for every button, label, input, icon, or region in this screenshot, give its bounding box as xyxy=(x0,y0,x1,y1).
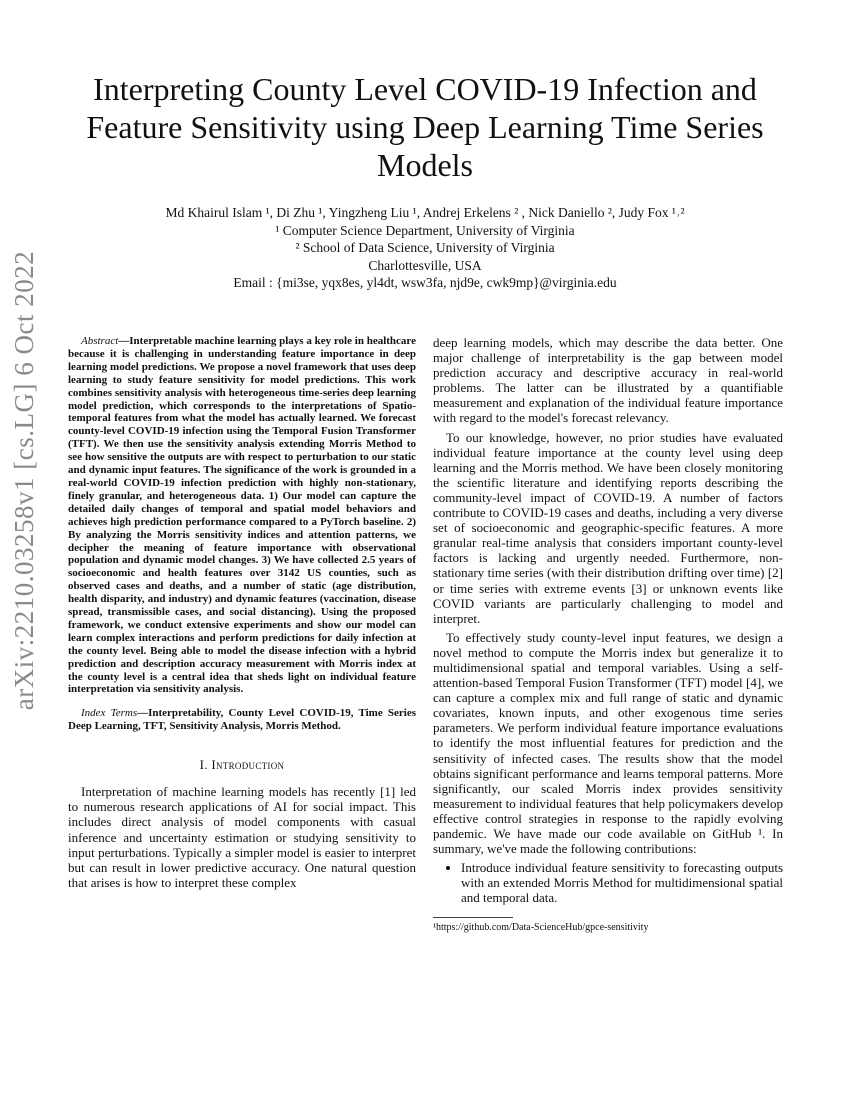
contributions-list xyxy=(433,860,783,905)
author-block xyxy=(60,204,790,292)
arxiv-identifier: arXiv:2210.03258v1 [cs.LG] 6 Oct 2022 xyxy=(9,250,40,710)
intro-paragraph-2: To our knowledge, however, no prior studies have evaluated individual feature importance at the county level using deep learning and the Morris method. We have been closely monitoring the scientific literature and identifying reports describing the community-level impact of COVID-19. A number of factors contribute to COVID-19 cases and deaths, including a very diverse set of socioeconomic and geographic-specific features. A more granular real-time analysis that considers important county-level factors is lacking and urgently needed. Furthermore, non-stationary time series (with their distribution drifting over time) [2] or time series with extreme events [3] or unknown events like COVID variants are particularly challenging to model and interpret. xyxy=(433,429,783,626)
abstract-text: —Interpretable machine learning plays a key role in healthcare because it is challenging in understanding feature importance in deep learning model predictions. We propose a novel framework that uses deep learning to study feature sensitivity for model predictions. This work combines sensitivity analysis with heterogeneous time-series deep learning model prediction, which corresponds to the interpretations of Spatio-temporal features from what the model has actually learned. We forecast county-level COVID-19 infection using the Temporal Fusion Transformer (TFT). We then use the sensitivity analysis extending Morris Method to see how sensitive the outputs are with respect to perturbation to our static and dynamic input features. The significance of the work is grounded in a real-world COVID-19 infection prediction with highly non-stationary, finely granular, and heterogeneous data. 1) Our model can capture the detailed daily changes of temporal and spatial model behaviors and achieves high prediction performance compared to a PyTorch baseline. 2) By analyzing the Morris sensitivity indices and attention patterns, we decipher the meaning of feature importance with observational population and dynamic model changes. 3) We have collected 2.5 years of socioeconomic and health features over 3142 US counties, such as observed cases and deaths, and a number of static (age distribution, health disparity, and industry) and dynamic features (vaccination, disease spread, transmissible cases, and social distancing). Using the proposed framework, we conduct extensive experiments and show our model can learn complex interactions and perform predictions for daily infection at the county level. Being able to model the disease infection with a hybrid prediction and description accuracy measurement with Morris index at the county level is a central idea that sheds light on individual feature interpretation via sensitivity analysis. xyxy=(68,335,416,696)
abstract xyxy=(68,335,416,696)
affiliation-1: ¹ Computer Science Department, University of Virginia xyxy=(275,222,575,238)
affiliation-2: ² School of Data Science, University of Virginia xyxy=(295,240,555,255)
intro-paragraph-3: To effectively study county-level input features, we design a novel method to compute the Morris index but generalize it to multidimensional spatial and temporal variables. Using a self-attention-based Temporal Fusion Transformer (TFT) model [4], we can capture a complex mix and full range of static and dynamic covariates, known inputs, and other exogenous time series parameters. We perform individual feature importance evaluations to identify the most influential features for prediction and the sensitivity of infected cases. The results show that the model obtains significant performance and learns temporal patterns. More significantly, our scaled Morris index provides sensitivity measurement to individual features that help policymakers develop effective control strategies in response to the rapidly evolving pandemic. We have made our code available on GitHub ¹. In summary, we've made the following contributions: xyxy=(433,629,783,857)
section-heading-introduction: I. Introduction xyxy=(199,757,285,773)
intro-paragraph-1: Interpretation of machine learning models has recently [1] led to numerous research applications of AI for social impact. This includes direct analysis of model components with casual inference and uncertainty estimation or studying sensitivity to input perturbations. Typically a simpler model is easier to interpret but can result in lower predictive accuracy. One natural question that arises is how to interpret these complex xyxy=(68,784,416,890)
email-line: Email : {mi3se, yqx8es, yl4dt, wsw3fa, njd9e, cwk9mp}@virginia.edu xyxy=(233,275,617,290)
footnote: ¹https://github.com/Data-ScienceHub/gpce-sensitivity xyxy=(433,922,649,934)
index-terms-label: Index Terms xyxy=(81,707,138,720)
authors-line: Md Khairul Islam ¹, Di Zhu ¹, Yingzheng Liu ¹, Andrej Erkelens ² , Nick Daniello ², Judy Fox ¹˒² xyxy=(165,205,685,220)
location: Charlottesville, USA xyxy=(368,257,482,273)
index-terms xyxy=(68,707,416,733)
index-terms-text: —Interpretability, County Level COVID-19, Time Series Deep Learning, TFT, Sensitivity Analysis, Morris Method. xyxy=(68,707,416,733)
list-item: • Introduce individual feature sensitivity to forecasting outputs with an extended Morris Method for multidimensional spatial and temporal data. xyxy=(461,860,783,905)
arxiv-sidebar xyxy=(2,250,48,710)
intro-paragraph-1-continued: deep learning models, which may describe the data better. One major challenge of interpretability is the gap between model prediction accuracy and descriptive accuracy in real-world problems. The latter can be illustrated by a quantifiable measurement and explanation of the individual feature importance with regard to the model's forecast relevancy. xyxy=(433,335,783,426)
right-column xyxy=(433,335,783,934)
footnote-rule xyxy=(433,917,513,918)
paper-title: Interpreting County Level COVID-19 Infection and Feature Sensitivity using Deep Learning Time Series Models xyxy=(86,71,764,183)
left-column xyxy=(68,335,416,890)
abstract-label: Abstract xyxy=(81,335,119,347)
